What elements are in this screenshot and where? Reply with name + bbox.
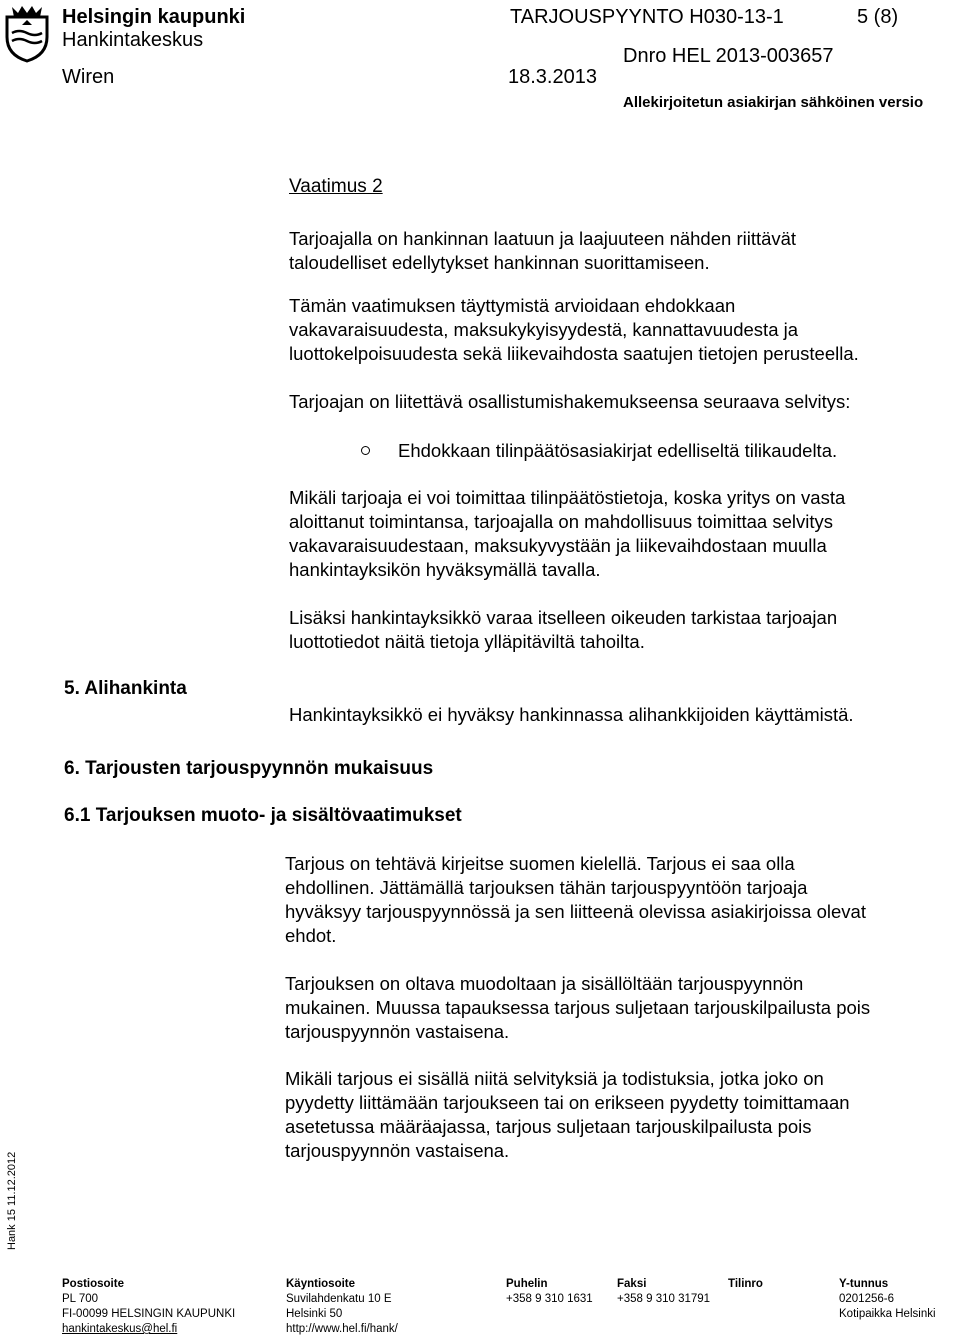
paragraph-new-company <box>289 486 845 582</box>
footer-postal-address <box>62 1277 235 1337</box>
paragraph-assessment <box>289 294 859 366</box>
text-line: Tarjoajalla on hankinnan laatuun ja laajuuteen nähden riittävät <box>289 228 797 249</box>
paragraph-offer-compliance <box>285 972 870 1044</box>
footer-line: 0201256-6 <box>839 1293 894 1305</box>
document-date: 18.3.2013 <box>508 66 597 88</box>
text-line: Lisäksi hankintayksikkö varaa itselleen oikeuden tarkistaa tarjoajan <box>289 607 838 628</box>
section-5-text: Hankintayksikkö ei hyväksy hankinnassa alihankkijoiden käyttämistä. <box>289 704 854 725</box>
text-line: luottotiedot näitä tietoja ylläpitäviltä tahoilta. <box>289 631 645 652</box>
paragraph-attachment <box>289 390 850 414</box>
paragraph-financial-capacity <box>289 227 796 275</box>
footer-business-id <box>839 1277 936 1322</box>
text-line: Tarjous on tehtävä kirjeitse suomen kielellä. Tarjous ei saa olla <box>285 853 795 874</box>
text-line: ehdot. <box>285 925 337 946</box>
footer-heading: Puhelin <box>506 1278 548 1290</box>
text-line: Tarjouksen on oltava muodoltaan ja sisällöltään tarjouspyynnön <box>285 973 804 994</box>
author-name: Wiren <box>62 66 115 88</box>
footer-line: FI-00099 HELSINGIN KAUPUNKI <box>62 1308 236 1320</box>
footer-line: Helsinki 50 <box>286 1308 343 1320</box>
footer-heading: Y-tunnus <box>839 1278 889 1290</box>
footer-heading: Faksi <box>617 1278 647 1290</box>
text-line: asetetussa määräajassa, tarjous suljetaan tarjouskilpailusta pois <box>285 1116 812 1137</box>
footer-line: +358 9 310 31791 <box>617 1293 711 1305</box>
requirement-title: Vaatimus 2 <box>289 176 383 197</box>
section-6-heading: 6. Tarjousten tarjouspyynnön mukaisuus <box>64 758 434 779</box>
paragraph-credit-check <box>289 606 837 654</box>
paragraph-offer-form <box>285 852 866 948</box>
document-number: Dnro HEL 2013-003657 <box>623 45 834 67</box>
text-line: Tämän vaatimuksen täyttymistä arvioidaan ehdokkaan <box>289 295 736 316</box>
text-line: vakavaraisuudestaan, maksukyvystään ja liikevaihdostaan muulla <box>289 535 827 556</box>
page-number: 5 (8) <box>857 6 899 28</box>
text-line: hyväksyy tarjouspyynnössä ja sen liitteenä olevissa asiakirjoissa olevat <box>285 901 866 922</box>
footer-fax <box>617 1277 710 1307</box>
section-6-1-heading: 6.1 Tarjouksen muoto- ja sisältövaatimukset <box>64 805 462 826</box>
footer-heading: Tilinro <box>728 1278 763 1290</box>
text-line: vakavaraisuudesta, maksukykyisyydestä, kannattavuudesta ja <box>289 319 799 340</box>
text-line: ehdollinen. Jättämällä tarjouksen tähän tarjouspyyntöön tarjoaja <box>285 877 808 898</box>
text-line: mukainen. Muussa tapauksessa tarjous suljetaan tarjouskilpailusta pois <box>285 997 871 1018</box>
footer-visiting-address <box>286 1277 398 1337</box>
footer-line: +358 9 310 1631 <box>506 1293 593 1305</box>
text-line: tarjouspyynnön vastaisena. <box>285 1021 510 1042</box>
footer-heading: Käyntiosoite <box>286 1278 356 1290</box>
form-code-stamp: Hank 15 11.12.2012 <box>6 1151 18 1250</box>
signed-version-note: Allekirjoitetun asiakirjan sähköinen versio <box>623 94 924 111</box>
text-line: pyydetty liittämään tarjoukseen tai on erikseen pyydetty toimittamaan <box>285 1092 850 1113</box>
text-line: Tarjoajan on liitettävä osallistumishakemukseensa seuraava selvitys: <box>289 391 851 412</box>
text-line: Mikäli tarjous ei sisällä niitä selvityksiä ja todistuksia, jotka joko on <box>285 1068 824 1089</box>
email-link[interactable]: hankintakeskus@hel.fi <box>62 1323 178 1335</box>
text-line: Mikäli tarjoaja ei voi toimittaa tilinpäätöstietoja, koska yritys on vasta <box>289 487 846 508</box>
document-title: TARJOUSPYYNTO H030-13-1 <box>510 6 784 28</box>
footer-phone <box>506 1277 593 1307</box>
website-link[interactable]: http://www.hel.fi/hank/ <box>286 1323 398 1335</box>
organization-name: Helsingin kaupunki <box>62 6 246 28</box>
text-line: aloittanut toimintansa, tarjoajalla on mahdollisuus toimittaa selvitys <box>289 511 833 532</box>
text-line: hankintayksikön hyväksymällä tavalla. <box>289 559 601 580</box>
organization-unit: Hankintakeskus <box>62 29 204 51</box>
footer-line: Suvilahdenkatu 10 E <box>286 1293 392 1305</box>
bullet-marker <box>361 446 370 455</box>
footer-line: PL 700 <box>62 1293 99 1305</box>
bullet-item: Ehdokkaan tilinpäätösasiakirjat edelliseltä tilikaudelta. <box>398 440 838 461</box>
footer-heading: Postiosoite <box>62 1278 124 1290</box>
footer-account <box>728 1277 763 1292</box>
helsinki-crest-logo <box>4 3 50 63</box>
text-line: tarjouspyynnön vastaisena. <box>285 1140 510 1161</box>
text-line: taloudelliset edellytykset hankinnan suorittamiseen. <box>289 252 710 273</box>
footer-line: Kotipaikka Helsinki <box>839 1308 936 1320</box>
paragraph-missing-documents <box>285 1067 850 1163</box>
section-5-heading: 5. Alihankinta <box>64 678 187 699</box>
text-line: luottokelpoisuudesta sekä liikevaihdosta saatujen tietojen perusteella. <box>289 343 859 364</box>
